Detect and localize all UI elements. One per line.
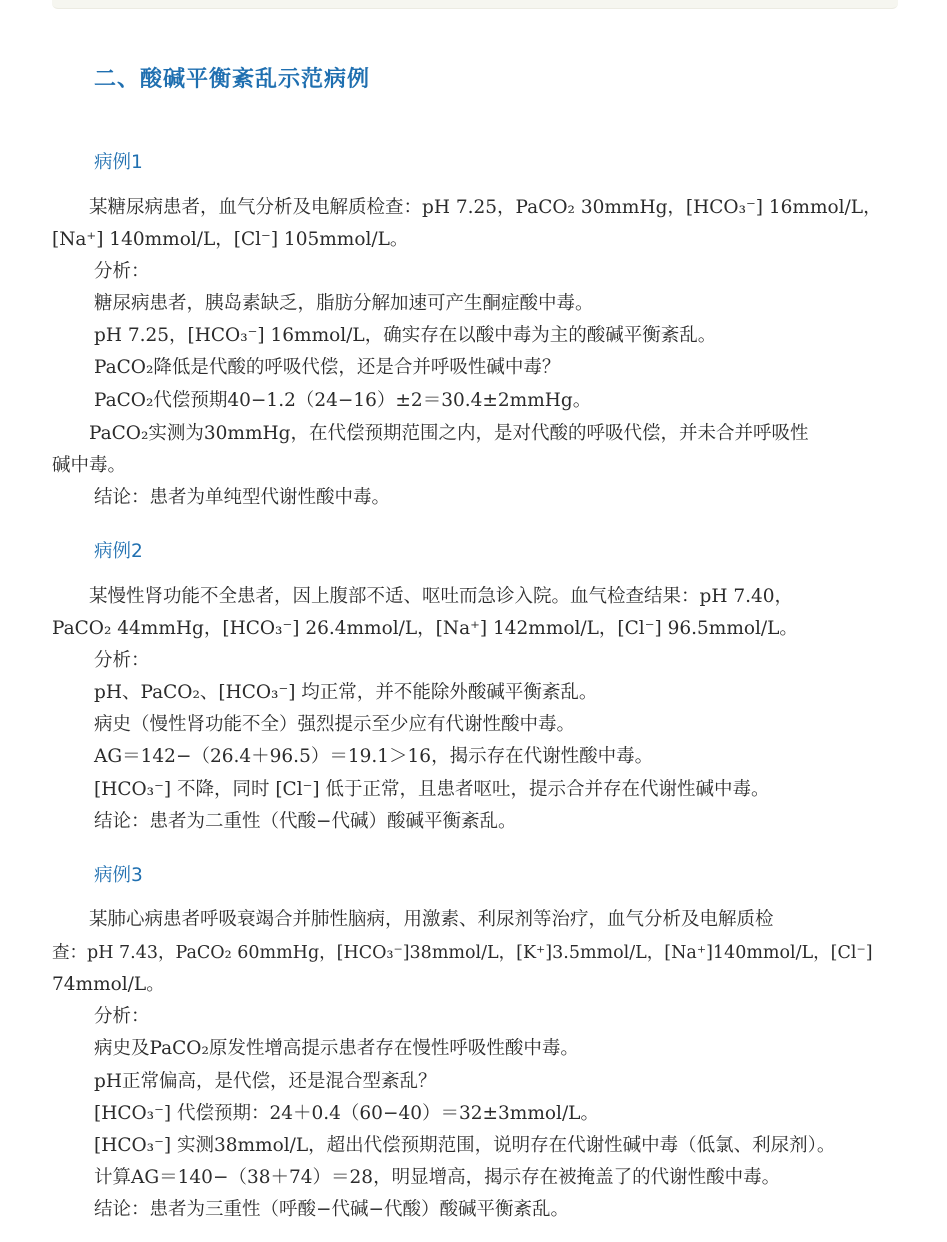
top-decorative-bar xyxy=(52,0,898,9)
case-3-heading: 病例3 xyxy=(94,865,143,886)
case-1-analysis-line: PaCO₂降低是代酸的呼吸代偿，还是合并呼吸性碱中毒？ xyxy=(94,357,561,378)
case-3-paragraph-line: 某肺心病患者呼吸衰竭合并肺性脑病，用激素、利尿剂等治疗，血气分析及电解质检 xyxy=(52,909,774,930)
case-3-analysis-line: pH正常偏高，是代偿，还是混合型紊乱？ xyxy=(94,1071,437,1092)
case-3-paragraph-line: 74mmol/L。 xyxy=(52,974,165,995)
case-3-analysis-label: 分析： xyxy=(94,1006,150,1027)
case-2-paragraph-line: PaCO₂ 44mmHg，[HCO₃⁻] 26.4mmol/L，[Na⁺] 142mmol/L，[Cl⁻] 96.5mmol/L。 xyxy=(52,618,798,639)
case-2-analysis-line: AG＝142−（26.4＋96.5）＝19.1＞16，揭示存在代谢性酸中毒。 xyxy=(94,746,654,767)
case-2-conclusion: 结论：患者为二重性（代酸−代碱）酸碱平衡紊乱。 xyxy=(94,811,517,832)
case-3-analysis-line: 计算AG＝140−（38＋74）＝28，明显增高，揭示存在被掩盖了的代谢性酸中毒。 xyxy=(94,1167,781,1188)
case-3-analysis-line: 病史及PaCO₂原发性增高提示患者存在慢性呼吸性酸中毒。 xyxy=(94,1038,579,1059)
case-1-analysis-label: 分析： xyxy=(94,261,150,282)
case-1-analysis-line: pH 7.25，[HCO₃⁻] 16mmol/L，确实存在以酸中毒为主的酸碱平衡紊乱。 xyxy=(94,325,717,346)
case-1-analysis-line: 糖尿病患者，胰岛素缺乏，脂肪分解加速可产生酮症酸中毒。 xyxy=(94,293,594,314)
case-1-conclusion: 结论：患者为单纯型代谢性酸中毒。 xyxy=(94,487,391,508)
case-2-analysis-line: [HCO₃⁻] 不降，同时 [Cl⁻] 低于正常，且患者呕吐，提示合并存在代谢性碱中毒。 xyxy=(94,779,770,800)
case-2-paragraph-line: 某慢性肾功能不全患者，因上腹部不适、呕吐而急诊入院。血气检查结果：pH 7.40， xyxy=(52,586,794,607)
case-2-analysis-line: 病史（慢性肾功能不全）强烈提示至少应有代谢性酸中毒。 xyxy=(94,714,576,735)
case-3-analysis-line: [HCO₃⁻] 代偿预期：24＋0.4（60−40）＝32±3mmol/L。 xyxy=(94,1103,599,1124)
section-title: 二、酸碱平衡紊乱示范病例 xyxy=(94,67,371,92)
case-1-analysis-line: 碱中毒。 xyxy=(52,455,127,476)
case-2-analysis-line: pH、PaCO₂、[HCO₃⁻] 均正常，并不能除外酸碱平衡紊乱。 xyxy=(94,682,598,703)
case-1-paragraph-line: 某糖尿病患者，血气分析及电解质检查：pH 7.25，PaCO₂ 30mmHg，[HCO₃⁻] 16mmol/L， xyxy=(52,197,882,218)
case-1-heading: 病例1 xyxy=(94,152,143,173)
case-3-conclusion: 结论：患者为三重性（呼酸−代碱−代酸）酸碱平衡紊乱。 xyxy=(94,1199,570,1220)
case-1-paragraph-line: [Na⁺] 140mmol/L，[Cl⁻] 105mmol/L。 xyxy=(52,229,409,250)
case-3-paragraph-line: 查：pH 7.43，PaCO₂ 60mmHg，[HCO₃⁻]38mmol/L，[K⁺]3.5mmol/L，[Na⁺]140mmol/L，[Cl⁻] xyxy=(52,943,873,963)
case-3-analysis-line: [HCO₃⁻] 实测38mmol/L，超出代偿预期范围，说明存在代谢性碱中毒（低氯、利尿剂）。 xyxy=(94,1135,836,1156)
case-2-heading: 病例2 xyxy=(94,541,143,562)
case-1-analysis-line: PaCO₂代偿预期40−1.2（24−16）±2＝30.4±2mmHg。 xyxy=(94,390,592,411)
case-1-analysis-line: PaCO₂实测为30mmHg，在代偿预期范围之内，是对代酸的呼吸代偿，并未合并呼吸性 xyxy=(52,423,809,444)
case-2-analysis-label: 分析： xyxy=(94,650,150,671)
